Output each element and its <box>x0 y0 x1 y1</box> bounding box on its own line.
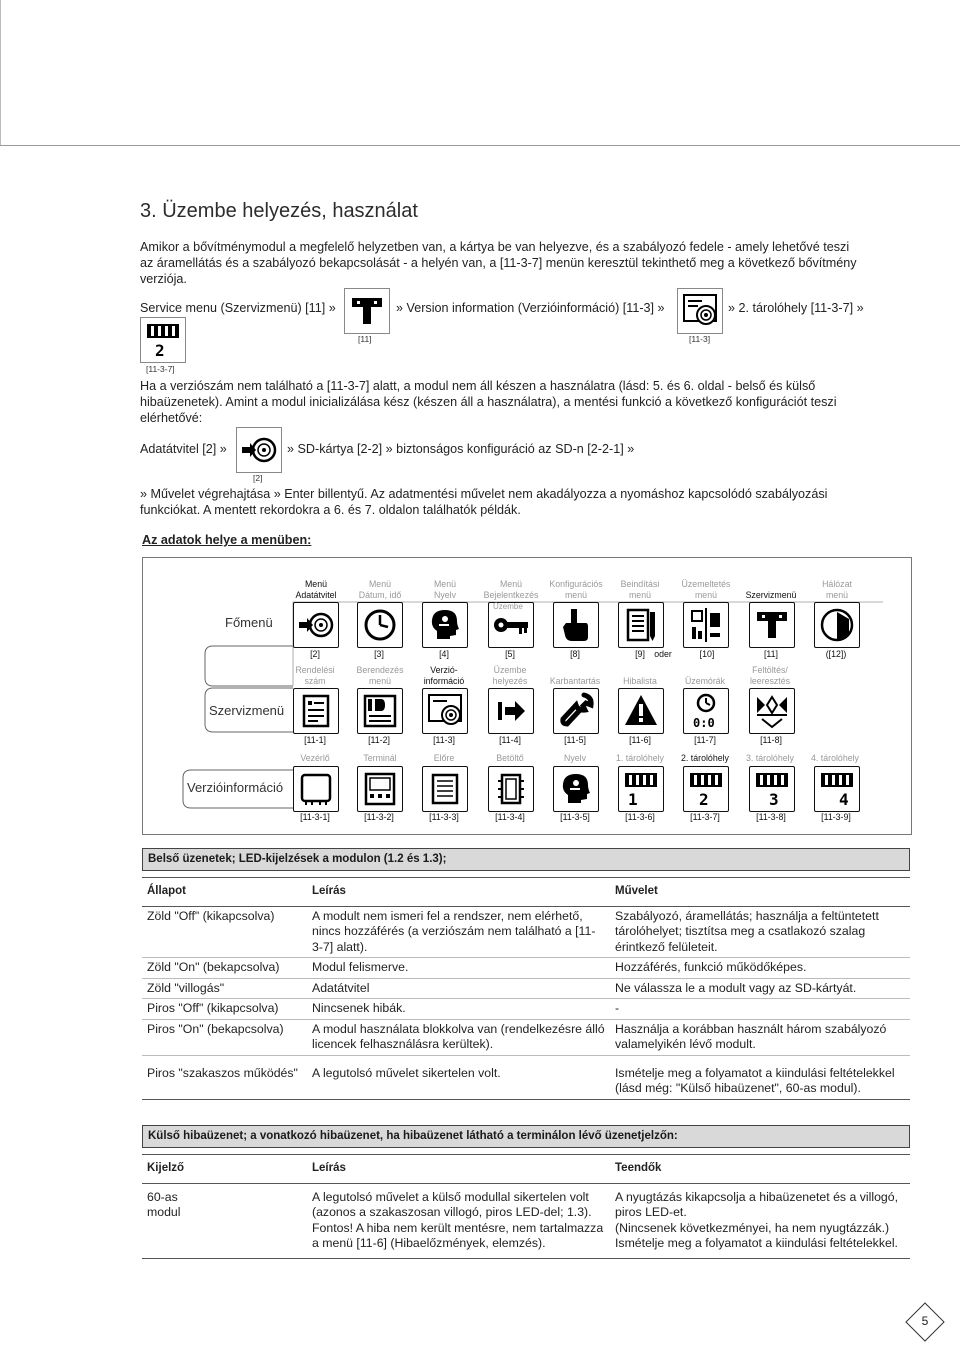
table1-header-action: Művelet <box>610 878 910 907</box>
error-list-warning-icon[interactable] <box>618 688 664 734</box>
main-code-4: [5] <box>505 649 515 659</box>
para3-line-2: funkciókat. A mentett rekordokra a 6. és 7. oldalon találhatók példák. <box>140 503 521 517</box>
section-heading: 3. Üzembe helyezés, használat <box>140 200 418 222</box>
service-code-8: [11-8] <box>760 735 782 745</box>
svg-text:2: 2 <box>155 341 165 360</box>
service-label-2: Berendezés menü <box>356 665 404 686</box>
row-label-main-menu: Főmenü <box>225 615 273 630</box>
network-icon[interactable] <box>814 602 860 648</box>
device-id-icon[interactable] <box>357 688 403 734</box>
version-label-8: 3. tárolóhely <box>746 753 794 763</box>
main-code-1: [2] <box>310 649 320 659</box>
slot-2-icon <box>140 317 186 363</box>
caption-2: [2] <box>253 473 263 483</box>
table1-header-description: Leírás <box>307 878 610 907</box>
version-code-4: [11-3-4] <box>495 812 525 822</box>
version-code-5: [11-3-5] <box>560 812 590 822</box>
service-label-8: Feltöltés/ leeresztés <box>749 665 791 686</box>
intro-line-1: Amikor a bővítménymodul a megfelelő helyzetben van, a kártya be van helyezve, és a szabályozó fedele - amely lehetővé teszi <box>140 240 850 254</box>
main-label-4: Menü Bejelentkezés <box>483 579 539 600</box>
service-label-5: Karbantartás <box>549 676 601 686</box>
version-code-6: [11-3-6] <box>625 812 655 822</box>
startup-list-icon[interactable] <box>618 602 664 648</box>
caption-11-3: [11-3] <box>689 334 711 344</box>
version-code-1: [11-3-1] <box>300 812 330 822</box>
slot-1-number: 1 <box>628 790 638 809</box>
table-row: Piros "On" (bekapcsolva) A modul használata blokkolva van (rendelkezésre álló licencek felhasználásra kerültek). Használja a korábban használt három szabályozó valamelyikén lévő modult. <box>142 1019 910 1055</box>
main-label-3: Menü Nyelv <box>433 579 456 600</box>
operation-meter-icon[interactable] <box>683 602 729 648</box>
main-code-3: [4] <box>439 649 449 659</box>
data-transfer-icon[interactable] <box>293 602 339 648</box>
operating-hours-value: 0:0 <box>693 716 715 730</box>
internal-messages-table <box>142 877 910 1100</box>
service-code-6: [11-6] <box>629 735 651 745</box>
commissioning-arrow-icon[interactable] <box>488 688 534 734</box>
service-wrench-icon <box>344 288 390 334</box>
fill-drain-icon[interactable] <box>749 688 795 734</box>
version-label-2: Terminál <box>363 753 397 763</box>
table2-header-display: Kijelző <box>142 1155 307 1184</box>
table-row: 60-as modul A legutolsó művelet a külső modullal sikertelen volt (azonos a szakaszosan villogó, piros LED-del; 1.3). Fontos! A hiba nem került mentésre, nem tartalmazza a menü [11-6] (Hibaelőzmények, elemzés). A nyugtázás kikapcsolja a hibaüzenetet és a villogó, piros LED-et. (Nincsenek következményei, ha nem nyugtázzák.) Ismételje meg a folyamatot a kiindulási feltételekkel. <box>142 1183 910 1258</box>
service-label-4: Üzembe helyezés <box>492 665 528 686</box>
main-label-6: Beindítási menü <box>620 579 660 600</box>
main-label-8: Szervizmenü <box>745 590 797 600</box>
slot-3-icon[interactable] <box>749 766 795 812</box>
path1-slot-2: » 2. tárolóhely [11-3-7] » <box>728 301 864 315</box>
service-code-3: [11-3] <box>433 735 455 745</box>
caption-11-3-7: [11-3-7] <box>146 364 175 374</box>
table-row: Piros "Off" (kikapcsolva) Nincsenek hibák. - <box>142 999 910 1020</box>
main-code-2: [3] <box>374 649 384 659</box>
version-info-icon[interactable] <box>422 688 468 734</box>
service-code-2: [11-2] <box>368 735 390 745</box>
service-label-6: Hibalista <box>623 676 657 686</box>
main-label-7: Üzemeltetés menü <box>681 579 731 600</box>
caption-11: [11] <box>358 334 372 344</box>
version-label-3: Előre <box>433 753 455 763</box>
version-code-9: [11-3-9] <box>821 812 851 822</box>
version-code-3: [11-3-3] <box>429 812 459 822</box>
table1-title-bar <box>142 848 910 871</box>
main-code-9: ([12]) <box>825 649 847 659</box>
main-code-7: [10] <box>699 649 715 659</box>
terminal-icon[interactable] <box>357 766 403 812</box>
slot-3-number: 3 <box>769 790 779 809</box>
page-number: 5 <box>921 1314 929 1328</box>
version-code-2: [11-3-2] <box>364 812 394 822</box>
main-code-8: [11] <box>763 649 779 659</box>
left-margin-rule <box>0 0 1 145</box>
para3-line-1: » Művelet végrehajtása » Enter billentyű. Az adatmentési művelet nem akadályozza a nyomáshoz kapcsolódó szabályozási <box>140 487 828 501</box>
table2-header-description: Leírás <box>307 1155 610 1184</box>
service-code-7: [11-7] <box>694 735 716 745</box>
service-label-1: Rendelési szám <box>295 665 335 686</box>
path2-data-transfer: Adatátvitel [2] » <box>140 442 227 456</box>
table-row: Zöld "villogás" Adatátvitel Ne válassza le a modult vagy az SD-kártyát. <box>142 978 910 999</box>
table2-title-bar <box>142 1125 910 1148</box>
page-number-badge <box>905 1302 945 1342</box>
commissioning-badge: Üzembe <box>493 602 523 611</box>
service-label-3: Verzió- információ <box>423 665 465 686</box>
diagram-title: Az adatok helye a menüben: <box>142 533 312 547</box>
main-code-6: [9] <box>635 649 645 659</box>
version-label-9: 4. tárolóhely <box>811 753 859 763</box>
version-code-7: [11-3-7] <box>690 812 720 822</box>
slot-2-icon[interactable] <box>683 766 729 812</box>
top-rule <box>0 145 960 146</box>
version-code-8: [11-3-8] <box>756 812 786 822</box>
table-row: Piros "szakaszos működés" A legutolsó művelet sikertelen volt. Ismételje meg a folyamatot a kiindulási feltételekkel (lásd még: "Külső hibaüzenet", 60-as modul). <box>142 1055 910 1099</box>
pre-module-icon[interactable] <box>422 766 468 812</box>
version-info-icon <box>677 288 723 334</box>
oder-label: oder <box>654 649 672 659</box>
table1-title: Belső üzenetek; LED-kijelzések a modulon (1.2 és 1.3); <box>148 853 447 865</box>
bootloader-chip-icon[interactable] <box>488 766 534 812</box>
table-row: Zöld "On" (bekapcsolva) Modul felismerve. Hozzáférés, funkció működőképes. <box>142 958 910 979</box>
service-label-7: Üzemórák <box>684 676 726 686</box>
version-label-6: 1. tárolóhely <box>616 753 664 763</box>
version-label-7: 2. tárolóhely <box>681 753 729 763</box>
para2-line-1: Ha a verziószám nem található a [11-3-7] alatt, a modul nem áll készen a használatra (lásd: 5. és 6. oldal - belső és külső <box>140 379 816 393</box>
table2-title: Külső hibaüzenet; a vonatkozó hibaüzenet, ha hibaüzenet látható a terminálon lévő üzenetjelzőn: <box>148 1130 678 1142</box>
main-label-2: Menü Dátum, idő <box>358 579 402 600</box>
path1-service-menu: Service menu (Szervizmenü) [11] » <box>140 301 336 315</box>
slot-2-number: 2 <box>699 790 709 809</box>
path2-sd-card: » SD-kártya [2-2] » biztonságos konfiguráció az SD-n [2-2-1] » <box>287 442 635 456</box>
table-row: Zöld "Off" (kikapcsolva) A modult nem ismeri fel a rendszer, nem elérhető, nincs hozzáférés (a verziószám nem található a [11-3-7] alatt). Szabályozó, áramellátás; használja a feltüntetett tárolóhelyet; tisztítsa meg a csatlakozó szalag érintkező felületeit. <box>142 906 910 958</box>
service-code-1: [11-1] <box>304 735 326 745</box>
main-label-1: Menü Adatátvitel <box>295 579 337 600</box>
intro-line-2: az áramellátás és a szabályozó bekapcsolását - a helyén van, a [11-3-7] menün keresztül tekinthető meg a következő bővítmény <box>140 256 857 270</box>
main-label-9: Hálózat menü <box>822 579 852 600</box>
row-label-version-info: Verzióinformáció <box>187 780 284 795</box>
table1-header-state: Állapot <box>142 878 307 907</box>
order-number-icon[interactable] <box>293 688 339 734</box>
configuration-hand-icon[interactable] <box>553 602 599 648</box>
controller-icon[interactable] <box>293 766 339 812</box>
data-transfer-icon <box>236 427 282 473</box>
version-label-1: Vezérlő <box>300 753 330 763</box>
service-code-4: [11-4] <box>499 735 521 745</box>
clock-icon[interactable] <box>357 602 403 648</box>
table2-header-steps: Teendők <box>610 1155 910 1184</box>
operating-hours-icon[interactable] <box>683 688 729 734</box>
main-code-5: [8] <box>570 649 580 659</box>
slot-4-icon[interactable] <box>814 766 860 812</box>
para2-line-2: hibaüzenetek). Amint a modul inicializálása kész (készen áll a használatra), a mentési funkció a következő konfigurációt teszi <box>140 395 837 409</box>
version-label-4: Betöltő <box>496 753 524 763</box>
service-code-5: [11-5] <box>564 735 586 745</box>
row-label-service-menu: Szervizmenü <box>209 703 285 718</box>
menu-location-diagram <box>142 557 912 835</box>
path1-version-info: » Version information (Verzióinformáció) [11-3] » <box>396 301 665 315</box>
maintenance-wrench-icon[interactable] <box>553 688 599 734</box>
slot-1-icon[interactable] <box>618 766 664 812</box>
intro-line-3: verziója. <box>140 272 187 286</box>
main-label-5: Konfigurációs menü <box>549 579 603 600</box>
slot-4-number: 4 <box>839 790 849 809</box>
language-head-icon[interactable] <box>422 602 468 648</box>
external-error-table <box>142 1154 910 1259</box>
service-wrench-icon[interactable] <box>749 602 795 648</box>
version-label-5: Nyelv <box>564 753 586 763</box>
para2-line-3: elérhetővé: <box>140 411 203 425</box>
language-head-icon[interactable] <box>553 766 599 812</box>
